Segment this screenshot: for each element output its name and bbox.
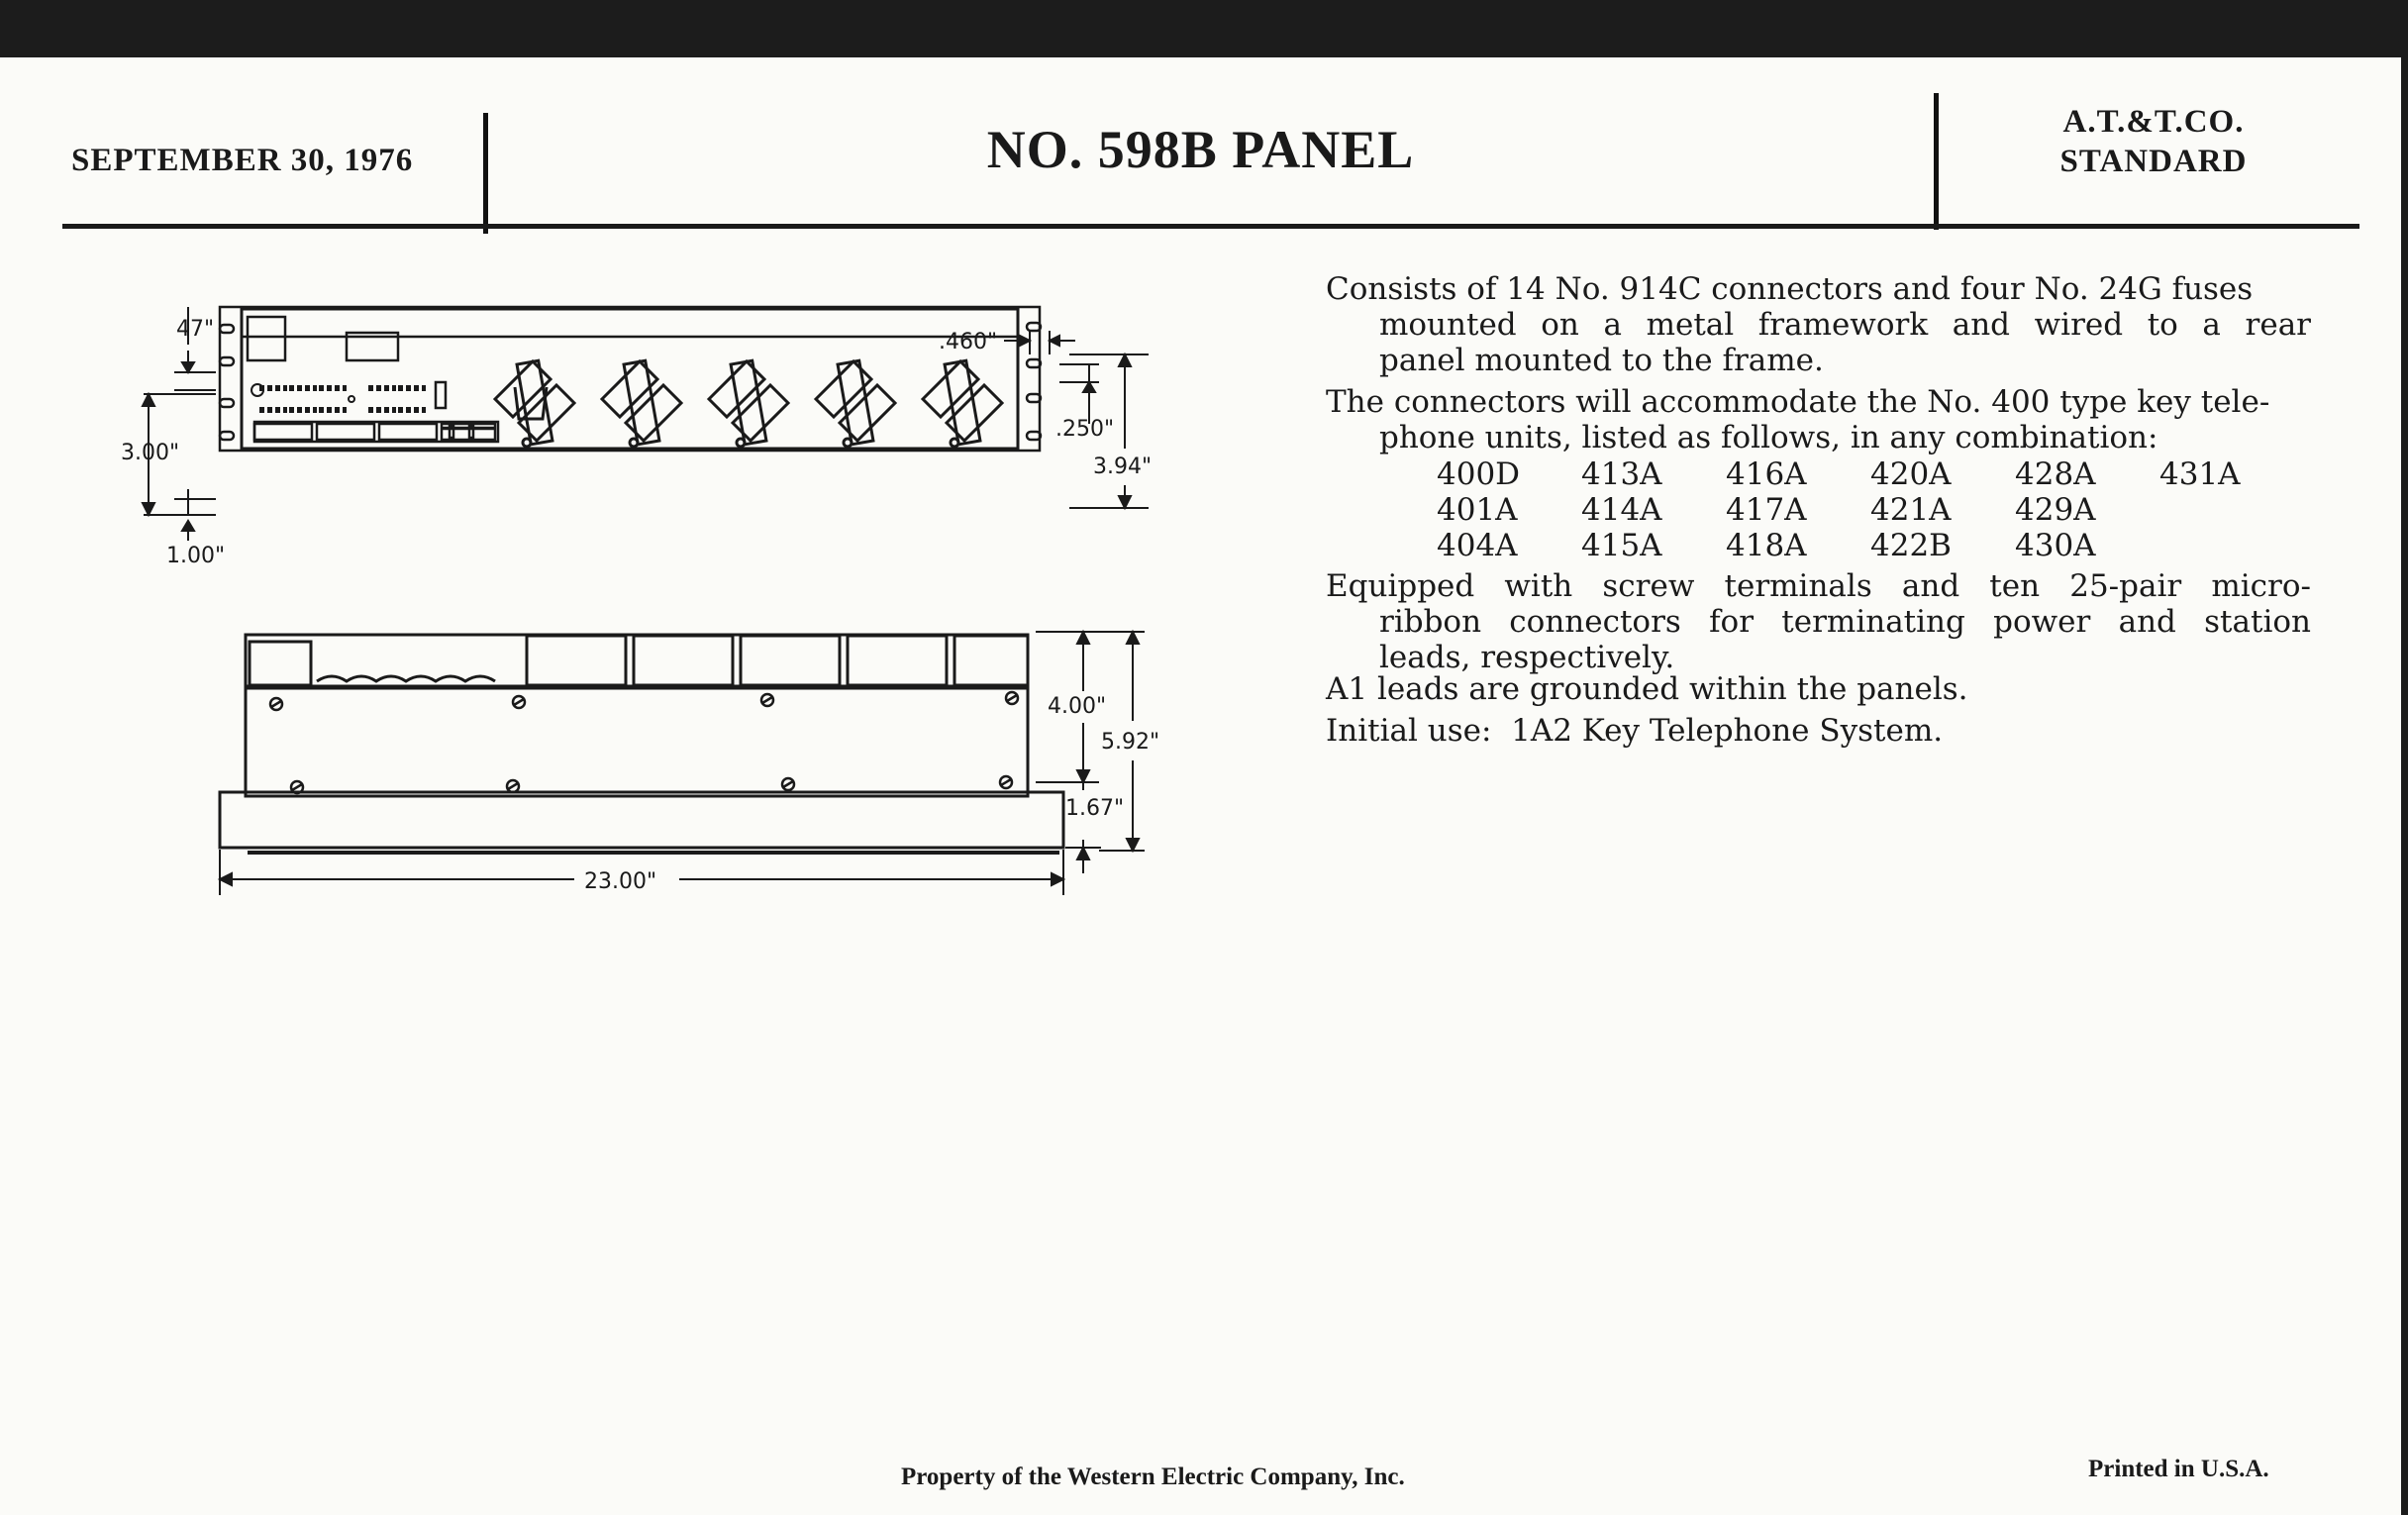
dim-100: 1.00" [166, 544, 226, 568]
property-notice: Property of the Western Electric Company, Inc. [901, 1464, 1405, 1490]
code-cell: 430A [2015, 528, 2096, 563]
dim-592: 5.92" [1101, 730, 1160, 755]
description-p4: A1 leads are grounded within the panels. [1326, 671, 1968, 707]
code-cell: 416A [1726, 456, 1807, 492]
code-cell: 422B [1870, 528, 1952, 563]
description-p5: Initial use: 1A2 Key Telephone System. [1326, 713, 1944, 749]
description-p3 [1326, 568, 2311, 675]
dim-47: 47" [176, 317, 215, 342]
code-row [1437, 492, 2304, 528]
code-cell: 420A [1870, 456, 1952, 492]
code-cell: 421A [1870, 492, 1952, 528]
p1-line-3: panel mounted to the frame. [1379, 343, 1824, 378]
p2-line-2: phone units, listed as follows, in any combination: [1379, 420, 2158, 455]
code-cell: 418A [1726, 528, 1807, 563]
dim-400: 4.00" [1048, 694, 1107, 719]
code-cell: 417A [1726, 492, 1807, 528]
panel-drawing [0, 57, 1287, 949]
code-cell: 431A [2159, 456, 2241, 492]
issue-date: SEPTEMBER 30, 1976 [71, 143, 414, 178]
dim-394: 3.94" [1093, 454, 1153, 479]
dim-460: .460" [939, 330, 998, 354]
side-view-frame [246, 635, 1028, 796]
p1-line-1: Consists of 14 No. 914C connectors and four No. 24G fuses [1326, 271, 2254, 307]
spec-card [0, 57, 2401, 1515]
code-cell: 413A [1581, 456, 1662, 492]
dim-300: 3.00" [121, 441, 180, 465]
code-row [1437, 456, 2304, 492]
p3-line-2: ribbon connectors for terminating power and station [1379, 604, 2311, 640]
page-title: NO. 598B PANEL [986, 120, 1415, 179]
p3-line-3: leads, respectively. [1379, 640, 1675, 675]
dim-250: .250" [1055, 417, 1115, 442]
code-cell: 415A [1581, 528, 1662, 563]
code-row [1437, 528, 2304, 563]
dim-2300: 23.00" [584, 869, 657, 894]
standard-block [2005, 102, 2302, 181]
standard-line-1: A.T.&T.CO. [2062, 104, 2245, 140]
dim-167: 1.67" [1065, 796, 1125, 821]
description-p2 [1326, 384, 2311, 455]
p3-line-1: Equipped with screw terminals and ten 25-pair micro- [1326, 568, 2311, 604]
printed-notice: Printed in U.S.A. [2088, 1456, 2269, 1482]
code-cell: 429A [2015, 492, 2096, 528]
code-cell: 401A [1437, 492, 1518, 528]
code-cell: 404A [1437, 528, 1518, 563]
description-p1 [1326, 271, 2311, 378]
unit-code-table [1437, 456, 2304, 563]
code-cell: 428A [2015, 456, 2096, 492]
standard-line-2: STANDARD [2059, 144, 2248, 179]
code-cell: 400D [1437, 456, 1521, 492]
p2-line-1: The connectors will accommodate the No. 400 type key tele- [1326, 384, 2270, 420]
p1-line-2: mounted on a metal framework and wired to a rear [1379, 307, 2311, 343]
code-cell: 414A [1581, 492, 1662, 528]
header-divider-right [1934, 93, 1939, 230]
front-view-frame [220, 307, 1040, 451]
